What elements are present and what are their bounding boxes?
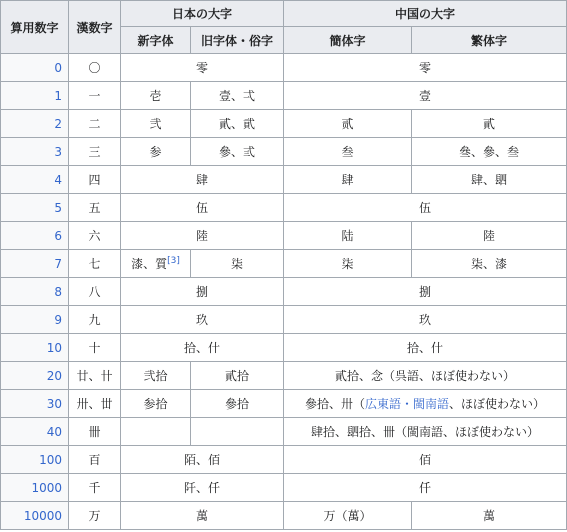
cell-kanji: 二 [69, 110, 121, 138]
japan-new-text: 漆、質 [131, 257, 168, 271]
table-row [1, 250, 567, 278]
table-row [1, 222, 567, 250]
cell-kanji: 三 [69, 138, 121, 166]
cell-japan: 玖 [121, 306, 284, 334]
header-shinjitai: 新字体 [121, 27, 191, 54]
cell-china-simplified: 柒 [284, 250, 412, 278]
table-row [1, 278, 567, 306]
cell-kanji: 卅、丗 [69, 390, 121, 418]
cell-japan-old: 貳、貮 [191, 110, 284, 138]
cell-kanji: 九 [69, 306, 121, 334]
cell-japan: 陌、佰 [121, 446, 284, 474]
minnan-link[interactable]: 閩南語 [413, 397, 450, 411]
cell-japan-old: 壹、弌 [191, 82, 284, 110]
header-traditional: 繁体字 [412, 27, 567, 54]
cell-arabic: 20 [1, 362, 69, 390]
china-text-pre: 參拾、卅（ [304, 397, 365, 411]
cell-kanji: 八 [69, 278, 121, 306]
table-row [1, 390, 567, 418]
cell-japan: 肆 [121, 166, 284, 194]
table-row [1, 54, 567, 82]
cell-china-simplified: 叁 [284, 138, 412, 166]
cell-kanji: 百 [69, 446, 121, 474]
cell-kanji: 十 [69, 334, 121, 362]
table-row [1, 446, 567, 474]
cell-japan-old: 柒 [191, 250, 284, 278]
cell-china-traditional: 陸 [412, 222, 567, 250]
cell-japan: 阡、仟 [121, 474, 284, 502]
cell-china [284, 390, 567, 418]
cell-arabic: 5 [1, 194, 69, 222]
cell-japan-new: 参 [121, 138, 191, 166]
cell-japan-old [191, 418, 284, 446]
cell-japan-new [121, 418, 191, 446]
cell-arabic: 1 [1, 82, 69, 110]
table-row [1, 82, 567, 110]
table-row [1, 474, 567, 502]
cell-china-simplified: 贰 [284, 110, 412, 138]
header-kanji: 漢数字 [69, 1, 121, 54]
cell-arabic: 6 [1, 222, 69, 250]
cantonese-link[interactable]: 広東語 [365, 397, 402, 411]
cell-japan: 陸 [121, 222, 284, 250]
cell-china-traditional: 叄、參、叁 [412, 138, 567, 166]
cell-arabic: 8 [1, 278, 69, 306]
header-simplified: 簡体字 [284, 27, 412, 54]
cell-arabic: 3 [1, 138, 69, 166]
cell-china-traditional: 柒、漆 [412, 250, 567, 278]
cell-arabic: 9 [1, 306, 69, 334]
cell-arabic: 40 [1, 418, 69, 446]
table-row [1, 110, 567, 138]
cell-kanji: 廿、卄 [69, 362, 121, 390]
table-row [1, 334, 567, 362]
cell-japan: 伍 [121, 194, 284, 222]
cell-kanji: 四 [69, 166, 121, 194]
table-row [1, 362, 567, 390]
cell-china-traditional: 肆、䦉 [412, 166, 567, 194]
table-row [1, 306, 567, 334]
cell-arabic: 10000 [1, 502, 69, 530]
header-kyujitai: 旧字体・俗字 [191, 27, 284, 54]
cell-kanji: 万 [69, 502, 121, 530]
table-row [1, 194, 567, 222]
cell-arabic: 30 [1, 390, 69, 418]
cell-arabic: 0 [1, 54, 69, 82]
cell-china: 仟 [284, 474, 567, 502]
cell-china: 佰 [284, 446, 567, 474]
cell-kanji: 卌 [69, 418, 121, 446]
link-separator: ・ [401, 397, 414, 411]
cell-japan-old: 貳拾 [191, 362, 284, 390]
cell-japan: 萬 [121, 502, 284, 530]
cell-china: 貳拾、念（呉語、ほぼ使わない） [284, 362, 567, 390]
cell-arabic: 2 [1, 110, 69, 138]
cell-china-traditional: 萬 [412, 502, 567, 530]
footnote-link[interactable]: [3] [167, 256, 180, 266]
cell-japan-new [121, 250, 191, 278]
cell-kanji: 一 [69, 82, 121, 110]
cell-kanji: 千 [69, 474, 121, 502]
cell-japan: 捌 [121, 278, 284, 306]
cell-kanji: 五 [69, 194, 121, 222]
cell-china: 玖 [284, 306, 567, 334]
cell-kanji: 〇 [69, 54, 121, 82]
cell-china: 捌 [284, 278, 567, 306]
cell-china: 拾、什 [284, 334, 567, 362]
china-text-post: 、ほぼ使わない） [449, 397, 546, 411]
cell-japan-new: 弐拾 [121, 362, 191, 390]
cell-arabic: 4 [1, 166, 69, 194]
cell-japan-new: 弐 [121, 110, 191, 138]
header-japan: 日本の大字 [121, 1, 284, 27]
cell-kanji: 七 [69, 250, 121, 278]
cell-china-simplified: 陆 [284, 222, 412, 250]
cell-china-traditional: 貳 [412, 110, 567, 138]
cell-japan: 零 [121, 54, 284, 82]
cell-arabic: 10 [1, 334, 69, 362]
cell-kanji: 六 [69, 222, 121, 250]
cell-japan: 拾、什 [121, 334, 284, 362]
table-row [1, 138, 567, 166]
cell-japan-old: 參、弎 [191, 138, 284, 166]
cell-japan-old: 參拾 [191, 390, 284, 418]
cell-arabic: 1000 [1, 474, 69, 502]
cell-china: 肆拾、䦉拾、卌（閩南語、ほぼ使わない） [284, 418, 567, 446]
cell-china: 零 [284, 54, 567, 82]
table-row [1, 166, 567, 194]
cell-japan-new: 参拾 [121, 390, 191, 418]
table-row [1, 418, 567, 446]
table-row [1, 502, 567, 530]
cell-china: 壹 [284, 82, 567, 110]
cell-china: 伍 [284, 194, 567, 222]
cell-arabic: 100 [1, 446, 69, 474]
header-china: 中国の大字 [284, 1, 567, 27]
cell-arabic: 7 [1, 250, 69, 278]
header-arabic: 算用数字 [1, 1, 69, 54]
cell-china-simplified: 万（萬） [284, 502, 412, 530]
cell-china-simplified: 肆 [284, 166, 412, 194]
cell-japan-new: 壱 [121, 82, 191, 110]
